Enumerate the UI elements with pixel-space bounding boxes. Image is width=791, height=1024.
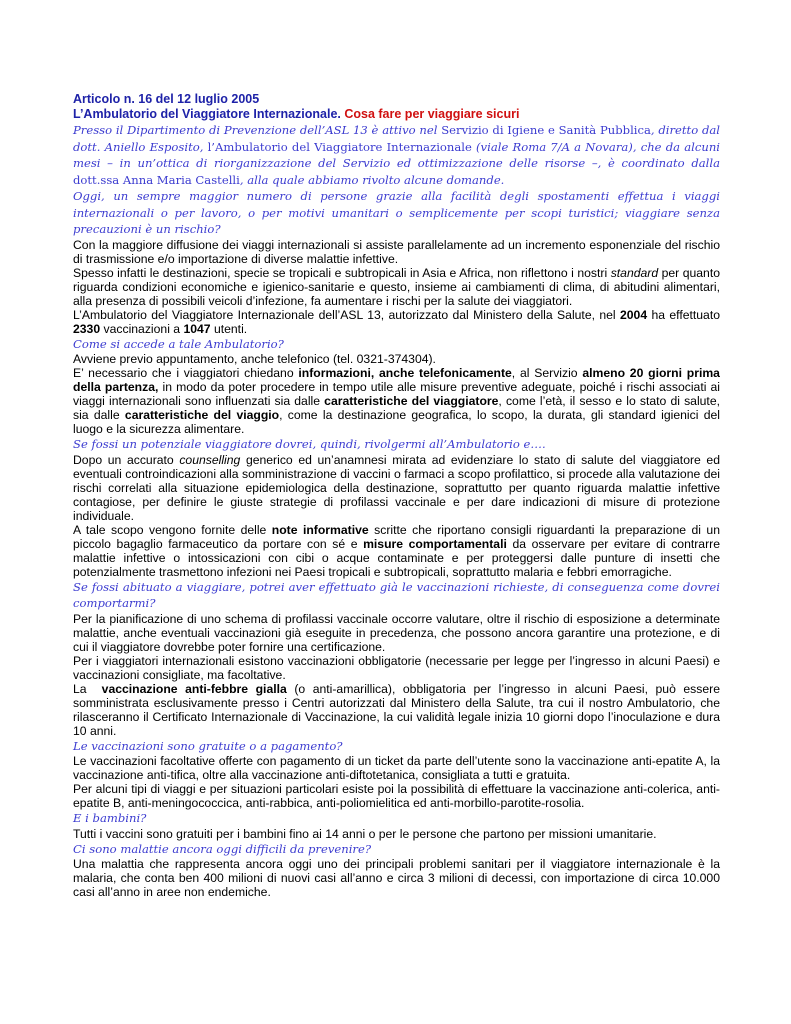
intro-text-3: (viale Roma 7/A a Novara), che da alcuni mesi – in un’ottica di riorganizzazione del Servizio ed ottimizzazione delle risorse –, è coordinato dalla [73, 139, 721, 170]
a1p3-text-1: L’Ambulatorio del Viaggiatore Internazionale dell’ASL 13, autorizzato dal Ministero della Salute, nel [73, 307, 620, 322]
a1p3-text-4: utenti. [210, 321, 248, 336]
article-heading: Articolo n. 16 del 12 luglio 2005 [73, 92, 260, 106]
a3p1-text-2: generico ed un’anamnesi mirata ad evidenziare lo stato di salute del viaggiatore ed eventuali controindicazioni alla somministrazione di vaccini o farmaci a scopo profilattico, si procede alla valutazione dei rischi correlati alla situazione epidemiologica della destinazione, soprattutto per quanto riguarda malattie infettive contagiose, per definire le giuste strategie di profilassi vaccinale e per dare indicazioni di misure di protezione individuale. [73, 452, 720, 523]
intro-text-1: Presso il Dipartimento di Prevenzione dell’ASL 13 è attivo nel [73, 123, 442, 137]
answer-2-paragraph-2 [73, 366, 720, 436]
a1p3-text-2: ha effettuato [647, 307, 720, 322]
answer-6-paragraph-1: Tutti i vaccini sono gratuiti per i bambini fino ai 14 anni o per le persone che partono per missioni umanitarie. [73, 826, 657, 841]
answer-4-paragraph-2: Per i viaggiatori internazionali esistono vaccinazioni obbligatorie (necessarie per legge per l’ingresso in alcuni Paesi) e vaccinazioni consigliate, ma facoltative. [73, 653, 720, 682]
a4p3-text-2: (o anti-amarillica), obbligatoria per l’ingresso in alcuni Paesi, può essere somministrata esclusivamente presso i Centri autorizzati dal Ministero della Salute, tra cui il nostro Ambulatorio, che rilasceranno il Certificato Internazionale di Vaccinazione, la cui validità legale inizia 10 giorni dopo l’inoculazione e dura 10 anni. [73, 681, 720, 738]
a3p2-bold-1: note informative [271, 522, 369, 537]
a2p2-text-5: , come la destinazione geografica, lo scopo, la durata, gli standard igienici del luogo e la sicurezza alimentare. [73, 408, 720, 436]
article-page [73, 92, 720, 899]
a3p2-bold-2: misure comportamentali [363, 536, 507, 551]
intro-text-4: , alla quale abbiamo rivolto alcune domande. [239, 172, 505, 187]
subtitle-blue: L’Ambulatorio del Viaggiatore Internazionale. [73, 107, 341, 121]
a3p2-text-1: A tale scopo vengono fornite delle [73, 522, 272, 537]
answer-3-paragraph-2 [73, 523, 720, 579]
intro-ambulatorio-name: l’Ambulatorio del Viaggiatore Internazionale [207, 139, 472, 154]
a1p3-year: 2004 [619, 307, 648, 322]
a1p3-vaccinations-count: 2330 [73, 321, 101, 336]
a2p2-text-4: , come l’età, il sesso e lo stato di salute, sia dalle [73, 394, 720, 422]
answer-2-paragraph-1: Avviene previo appuntamento, anche telefonico (tel. 0321-374304). [73, 352, 436, 366]
a2p2-bold-4: caratteristiche del viaggio [124, 408, 280, 422]
a3p1-text-1: Dopo un accurato [73, 452, 180, 467]
a3p1-italic-counselling: counselling [179, 452, 241, 467]
a4p3-text-1: La [73, 681, 102, 696]
a3p2-text-3: da osservare per evitare di contrarre malattie infettive o intossicazioni con cibi o acque contaminate e per proteggersi dalle punture di insetti che potenzialmente trasmettono infezioni nei Paesi tropicali e subtropicali, soprattutto malaria e febbri emorragiche. [73, 536, 720, 579]
a2p2-text-3: in modo da poter procedere in tempo utile alle misure preventive adeguate, poiché i rischi associati ai viaggi internazionali sono influenzati sia dalle [73, 380, 720, 408]
answer-4-paragraph-1: Per la pianificazione di uno schema di profilassi vaccinale occorre valutare, oltre il rischio di esposizione a determinate malattie, anche eventuali vaccinazioni già eseguite in precedenza, che possono ancora garantire una protezione, e di cui il viaggiatore dovrebbe poter fornire una certificazione. [73, 611, 720, 654]
subtitle-red: Cosa fare per viaggiare sicuri [344, 107, 520, 121]
answer-5-paragraph-1: Le vaccinazioni facoltative offerte con pagamento di un ticket da parte dell’utente sono la vaccinazione anti-epatite A, la vaccinazione anti-tifica, oltre alla vaccinazione anti-diftotetanica, consigliata a tutti e gratuita. [73, 754, 720, 782]
a3p2-text-2: scritte che riportano consigli riguardanti la preparazione di un piccolo bagaglio farmaceutico da portare con sé e [73, 522, 720, 551]
answer-1-paragraph-3 [73, 308, 720, 336]
a2p2-bold-3: caratteristiche del viaggiatore [324, 394, 499, 408]
question-6: E i bambini? [73, 811, 147, 825]
intro-doctor-name: dott.ssa Anna Maria Castelli [73, 172, 240, 187]
a4p3-bold-1: vaccinazione anti-febbre gialla [101, 681, 287, 696]
intro-paragraph [73, 122, 720, 188]
intro-text-2: , diretto dal dott. Aniello Esposito, [73, 123, 720, 154]
question-1: Oggi, un sempre maggior numero di persone grazie alla facilità degli spostamenti effettua i viaggi internazionali o per lavoro, o per motivi umanitari o semplicemente per scopi turistici; viaggiare senza precauzioni è un rischio? [73, 189, 720, 236]
a2p2-bold-1: informazioni, anche telefonicamente [298, 366, 512, 380]
question-3: Se fossi un potenziale viaggiatore dovrei, quindi, rivolgermi all’Ambulatorio e…. [73, 437, 546, 451]
answer-5-paragraph-2: Per alcuni tipi di viaggi e per situazioni particolari esiste poi la possibilità di effettuare la vaccinazione anti-colerica, anti-epatite B, anti-meningococcica, anti-rabbica, anti-poliomielitica ed anti-morbillo-parotite-rosolia. [73, 782, 720, 810]
question-4: Se fossi abituato a viaggiare, potrei aver effettuato già le vaccinazioni richieste, di conseguenza come dovrei comportarmi? [73, 579, 720, 610]
answer-1-paragraph-2 [73, 266, 720, 308]
a1p3-text-3: vaccinazioni a [100, 321, 184, 336]
article-subtitle [73, 107, 720, 122]
a1p2-text-2: per quanto riguarda condizioni economiche e igienico-sanitarie e questo, insieme ai cambiamenti di clima, di abitudini alimentari, alla presenza di possibili veicoli d’infezione, fa aumentare i rischi per la salute dei viaggiatori. [73, 265, 721, 308]
question-2: Come si accede a tale Ambulatorio? [73, 336, 284, 351]
answer-1-paragraph-1: Con la maggiore diffusione dei viaggi internazionali si assiste parallelamente ad un incremento esponenziale del rischio di trasmissione e/o importazione di diverse malattie infettive. [73, 237, 720, 266]
a1p2-text-1: Spesso infatti le destinazioni, specie se tropicali e subtropicali in Asia e Africa, non riflettono i nostri [73, 265, 611, 280]
question-7: Ci sono malattie ancora oggi difficili da prevenire? [73, 841, 372, 856]
answer-7-paragraph-1: Una malattia che rappresenta ancora oggi uno dei principali problemi sanitari per il viaggiatore internazionale è la malaria, che conta ben 400 milioni di nuovi casi all’anno e circa 3 milioni di decessi, con importazione di circa 10.000 casi all’anno in aree non endemiche. [73, 857, 720, 899]
a2p2-bold-2: almeno 20 giorni prima della partenza, [73, 366, 720, 394]
a2p2-text-1: E’ necessario che i viaggiatori chiedano [73, 366, 299, 380]
answer-3-paragraph-1 [73, 453, 720, 523]
a2p2-text-2: , al Servizio [511, 366, 583, 380]
a1p3-users-count: 1047 [183, 321, 211, 336]
answer-4-paragraph-3 [73, 682, 720, 738]
question-5: Le vaccinazioni sono gratuite o a pagamento? [73, 738, 343, 753]
a1p2-italic-standard: standard [610, 265, 659, 280]
intro-service-name: Servizio di Igiene e Sanità Pubblica [441, 123, 651, 137]
